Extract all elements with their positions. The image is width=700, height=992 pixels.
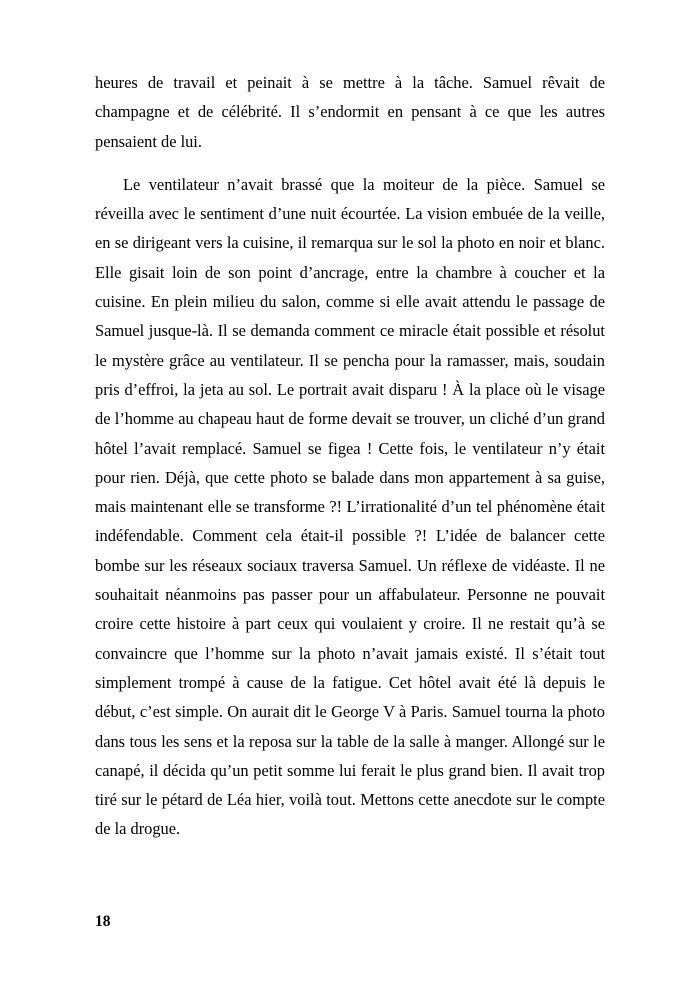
paragraph: heures de travail et peinait à se mettre à la tâche. Samuel rêvait de champagne et de célébrité. Il s’endormit en pensant à ce que les autres pensaient de lui. (95, 73, 605, 151)
page-number: 18 (95, 913, 111, 930)
paragraph: Le ventilateur n’avait brassé que la moiteur de la pièce. Samuel se réveilla avec le sentiment d’une nuit écourtée. La vision embuée de la veille, en se dirigeant vers la cuisine, il remarqua sur le sol la photo en noir et blanc. Elle gisait loin de son point d’ancrage, entre la chambre à coucher et la cuisine. En plein milieu du salon, comme si elle avait attendu le passage de Samuel jusque-là. Il se demanda comment ce miracle était possible et résolut le mystère grâce au ventilateur. Il se pencha pour la ramasser, mais, soudain pris d’effroi, la jeta au sol. Le portrait avait disparu ! À la place où le visage de l’homme au chapeau haut de forme devait se trouver, un cliché d’un grand hôtel l’avait remplacé. Samuel se figea ! Cette fois, le ventilateur n’y était pour rien. Déjà, que cette photo se balade dans mon appartement à sa guise, mais maintenant elle se transforme ?! L’irrationalité d’un tel phénomène était indéfendable. Comment cela était-il possible ?! L’idée de balancer cette bombe sur les réseaux sociaux traversa Samuel. Un réflexe de vidéaste. Il ne souhaitait néanmoins pas passer pour un affabulateur. Personne ne pouvait croire cette histoire à part ceux qui voulaient y croire. Il ne restait qu’à se convaincre que l’homme sur la photo n’avait jamais existé. Il s’était tout simplement trompé à cause de la fatigue. Cet hôtel avait été là depuis le début, c’est simple. On aurait dit le George V à Paris. Samuel tourna la photo dans tous les sens et la reposa sur la table de la salle à manger. Allongé sur le canapé, il décida qu’un petit somme lui ferait le plus grand bien. Il avait trop tiré sur le pétard de Léa hier, voilà tout. Mettons cette anecdote sur le compte de la drogue. (95, 174, 605, 839)
body-text (95, 68, 605, 844)
